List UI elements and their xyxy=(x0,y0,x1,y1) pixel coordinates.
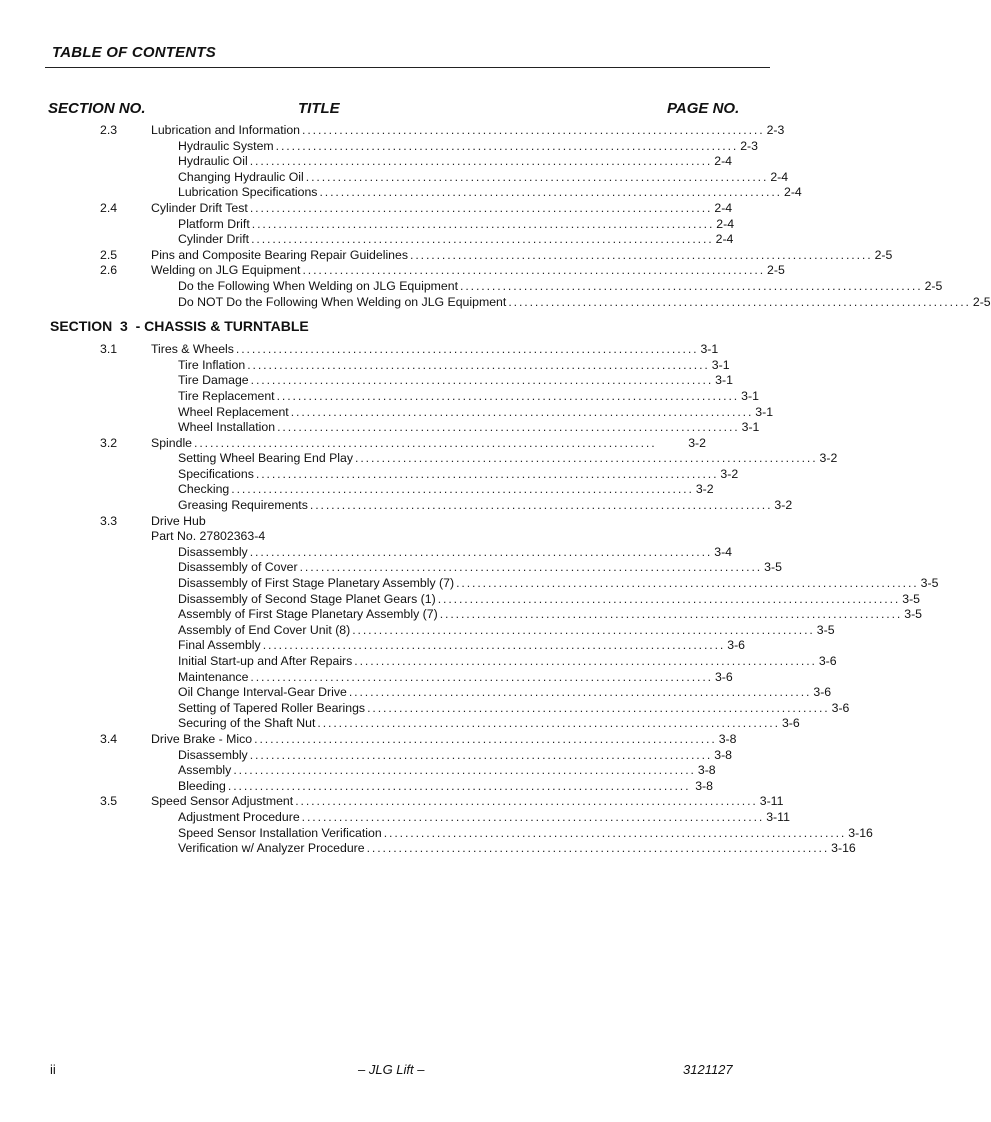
toc-entry-line xyxy=(151,342,719,358)
toc-entry-line xyxy=(178,294,991,311)
toc-entry-title: Assembly of End Cover Unit (8) xyxy=(178,622,351,637)
toc-entry-page: 3-6 xyxy=(831,700,850,715)
toc-entry-line xyxy=(178,373,733,389)
toc-entry-page: 3-8 xyxy=(697,763,716,778)
toc-entry-title: Setting of Tapered Roller Bearings xyxy=(178,700,366,715)
toc-entry-title: Spindle xyxy=(151,435,193,450)
toc-entry-title: Welding on JLG Equipment xyxy=(151,263,301,278)
toc-entry-title: Pins and Composite Bearing Repair Guidelines xyxy=(151,247,409,262)
toc-entry-line xyxy=(178,685,832,701)
toc-entry-page: 3-8 xyxy=(714,747,733,762)
toc-entry-page: 3-1 xyxy=(755,404,774,419)
toc-entry xyxy=(0,482,866,498)
toc-entry-line xyxy=(178,138,758,155)
toc-entry xyxy=(0,670,866,686)
toc-entry-title: Do NOT Do the Following When Welding on JLG Equipment xyxy=(178,294,507,309)
dot-leader: ....................................................................................... xyxy=(227,778,691,793)
toc-entry-line xyxy=(178,763,716,779)
dot-leader: ....................................................................................... xyxy=(456,576,919,591)
toc-entry-page: 3-6 xyxy=(781,716,800,731)
toc-entry-title: Changing Hydraulic Oil xyxy=(178,169,304,184)
toc-entry-line xyxy=(178,576,939,592)
toc-entry-page: 3-6 xyxy=(813,685,832,700)
footer-document-number: 3121127 xyxy=(683,1062,733,1077)
page-header-title: TABLE OF CONTENTS xyxy=(52,44,216,61)
toc-entry-page: 2-5 xyxy=(924,278,943,293)
toc-entry-page: 2-5 xyxy=(767,263,785,278)
dot-leader: ....................................................................................... xyxy=(508,294,971,309)
toc-entry xyxy=(0,623,866,639)
toc-entry-page: 3-16 xyxy=(831,841,856,856)
toc-entry-page: 3-5 xyxy=(764,560,782,575)
toc-entry-line xyxy=(178,654,837,670)
toc-entry-page: 2-5 xyxy=(874,247,893,262)
toc-entry-line xyxy=(178,591,921,608)
dot-leader: ....................................................................................... xyxy=(276,388,740,403)
toc-entry xyxy=(0,654,866,670)
toc-entry-line xyxy=(178,669,733,686)
dot-leader: ....................................................................................... xyxy=(249,747,713,762)
toc-entry-title: Assembly xyxy=(178,763,232,778)
toc-entry-title: Tire Inflation xyxy=(178,357,246,372)
dot-leader: ....................................................................................... xyxy=(250,373,714,388)
toc-entry-page: 2-3 xyxy=(766,123,785,137)
toc-entry-line xyxy=(178,466,739,483)
toc-entry-page: 3-1 xyxy=(741,420,760,435)
toc-entry xyxy=(0,763,866,779)
toc-entry-title: Checking xyxy=(178,482,230,497)
toc-entry xyxy=(0,217,866,233)
toc-entry-number: 3.2 xyxy=(100,435,118,450)
toc-entry-title: Part No. 27802363-4 xyxy=(151,529,266,544)
toc-entry-page: 2-4 xyxy=(714,200,733,215)
toc-entry xyxy=(0,451,866,467)
column-header-page: PAGE NO. xyxy=(667,100,740,117)
dot-leader: ....................................................................................... xyxy=(367,700,830,715)
toc-entry-number: 3.5 xyxy=(100,794,118,809)
toc-entry-title: Final Assembly xyxy=(178,638,261,653)
dot-leader: ....................................................................................... xyxy=(437,591,901,606)
toc-entry xyxy=(0,560,866,576)
toc-entry-line xyxy=(178,498,793,514)
dot-leader: ....................................................................................... xyxy=(383,825,847,840)
dot-leader: ....................................................................................... xyxy=(249,200,713,215)
dot-leader: ....................................................................................... xyxy=(302,123,765,137)
toc-entry xyxy=(0,810,866,826)
toc-entry-title: Speed Sensor Adjustment xyxy=(151,794,294,809)
toc-entry-title: Disassembly of Cover xyxy=(178,560,298,575)
footer-page-number: ii xyxy=(50,1062,56,1077)
toc-entry-number: 2.6 xyxy=(100,263,118,278)
toc-entry-page: 2-4 xyxy=(716,216,735,231)
column-header-section: SECTION NO. xyxy=(48,100,146,117)
dot-leader: ....................................................................................... xyxy=(250,669,713,684)
toc-entry-line xyxy=(151,436,706,452)
toc-entry-title: Disassembly xyxy=(178,747,248,762)
toc-entry-title: Disassembly of First Stage Planetary Assembly (7) xyxy=(178,576,455,591)
toc-entry xyxy=(0,170,866,186)
toc-entry-line xyxy=(151,514,206,530)
toc-group-section-2 xyxy=(0,123,991,310)
toc-entry-page: 3-8 xyxy=(718,731,737,746)
toc-entry-page: 3-6 xyxy=(714,669,733,684)
toc-entry-title: Tire Replacement xyxy=(178,388,275,403)
toc-entry-line xyxy=(151,529,265,545)
toc-entry xyxy=(0,716,866,732)
footer-publisher: – JLG Lift – xyxy=(358,1062,425,1077)
toc-entry-line xyxy=(178,154,733,170)
toc-entry xyxy=(0,358,866,374)
toc-entry-page: 3-5 xyxy=(904,607,923,622)
toc-entry-line xyxy=(151,731,737,748)
toc-entry-page: 2-4 xyxy=(715,232,734,247)
toc-entry-page: 3-11 xyxy=(766,809,790,824)
toc-entry-page: 3-6 xyxy=(818,654,837,668)
toc-entry-line xyxy=(178,779,713,795)
toc-entry xyxy=(0,232,866,248)
dot-leader: ....................................................................................... xyxy=(366,841,830,856)
dot-leader: ....................................................................................... xyxy=(299,560,763,575)
toc-entry xyxy=(0,841,866,857)
header-rule xyxy=(45,67,770,68)
toc-entry-title: Do the Following When Welding on JLG Equipment xyxy=(178,278,459,293)
toc-entry-page: 3-2 xyxy=(695,482,714,497)
toc-entry xyxy=(0,405,866,421)
toc-entry xyxy=(0,825,873,842)
dot-leader: ....................................................................................... xyxy=(319,185,782,200)
toc-entry xyxy=(0,732,866,748)
toc-entry xyxy=(0,591,921,608)
toc-entry xyxy=(0,529,866,545)
toc-entry-number: 2.3 xyxy=(100,123,118,137)
toc-entry-title: Maintenance xyxy=(178,669,249,684)
toc-entry-page: 2-4 xyxy=(784,185,802,200)
dot-leader: ....................................................................................... xyxy=(295,794,758,809)
toc-entry-title: Verification w/ Analyzer Procedure xyxy=(178,841,365,856)
toc-entry xyxy=(0,436,866,452)
dot-leader: ....................................................................................... xyxy=(235,342,699,357)
toc-entry-page: 2-3 xyxy=(740,138,758,153)
dot-leader: ....................................................................................... xyxy=(231,482,694,497)
toc-entry xyxy=(0,263,866,279)
toc-entry-title: Oil Change Interval-Gear Drive xyxy=(178,685,347,700)
toc-entry-page: 3-4 xyxy=(714,544,733,559)
toc-entry xyxy=(0,701,866,717)
toc-entry xyxy=(0,389,866,405)
toc-entry-line xyxy=(178,357,730,374)
dot-leader: ....................................................................................... xyxy=(251,232,714,247)
dot-leader: ....................................................................................... xyxy=(354,654,817,668)
dot-leader: ....................................................................................... xyxy=(460,278,923,293)
toc-entry-line xyxy=(178,544,733,561)
toc-group-section-3 xyxy=(0,342,939,857)
toc-entry-line xyxy=(178,451,838,467)
toc-entry-title: Disassembly xyxy=(178,544,248,559)
dot-leader: ....................................................................................... xyxy=(439,607,903,622)
toc-entry-title: Drive Hub xyxy=(151,513,206,528)
toc-entry-title: Wheel Replacement xyxy=(178,404,289,419)
toc-entry-line xyxy=(178,404,774,421)
toc-entry-line xyxy=(178,809,790,826)
toc-entry-number: 3.4 xyxy=(100,731,118,746)
toc-entry xyxy=(0,779,866,795)
toc-entry-title: Drive Brake - Mico xyxy=(151,731,253,746)
toc-entry-title: Disassembly of Second Stage Planet Gears (1) xyxy=(178,591,436,606)
dot-leader: ....................................................................................... xyxy=(249,544,713,559)
toc-entry-page: 3-5 xyxy=(816,622,835,637)
toc-entry-title: Platform Drift xyxy=(178,216,250,231)
toc-entry xyxy=(0,576,939,592)
toc-entry xyxy=(0,420,866,436)
toc-entry-line xyxy=(178,388,759,405)
toc-entry xyxy=(0,607,923,623)
dot-leader: ....................................................................................... xyxy=(317,716,780,731)
toc-entry xyxy=(0,247,893,264)
toc-entry-line xyxy=(178,841,856,857)
toc-entry-title: Speed Sensor Installation Verification xyxy=(178,825,382,840)
toc-entry xyxy=(0,685,866,701)
toc-entry xyxy=(0,748,866,764)
toc-entry-title: Hydraulic Oil xyxy=(178,154,248,169)
toc-entry-number: 3.1 xyxy=(100,342,118,357)
dot-leader: ....................................................................................... xyxy=(194,435,657,450)
toc-entry-page: 3-1 xyxy=(711,357,730,372)
toc-entry-line xyxy=(178,700,850,717)
toc-entry-line xyxy=(178,185,802,201)
dot-leader: ....................................................................................... xyxy=(249,154,713,169)
toc-entry-title: Cylinder Drift Test xyxy=(151,200,248,215)
toc-entry-title: Initial Start-up and After Repairs xyxy=(178,654,353,668)
dot-leader: ....................................................................................... xyxy=(352,622,815,637)
toc-entry-page: 3-8 xyxy=(695,778,713,793)
toc-entry-title: Wheel Installation xyxy=(178,420,276,435)
toc-entry-title: Adjustment Procedure xyxy=(178,809,300,824)
toc-entry xyxy=(0,514,866,530)
dot-leader: ....................................................................................... xyxy=(302,263,766,278)
section-3-heading xyxy=(0,310,866,342)
dot-leader: ....................................................................................... xyxy=(254,731,717,746)
dot-leader: ....................................................................................... xyxy=(262,638,726,653)
toc-entry-title: Assembly of First Stage Planetary Assembly (7) xyxy=(178,607,438,622)
toc-entry-page: 3-1 xyxy=(700,342,719,357)
toc-entry xyxy=(0,294,991,311)
column-header-title: TITLE xyxy=(298,100,340,117)
toc-entry-line xyxy=(178,607,923,623)
toc-entry-line xyxy=(178,278,943,295)
section-3-heading-text: SECTION 3 - CHASSIS & TURNTABLE xyxy=(50,318,309,335)
toc-entry-line xyxy=(178,232,734,248)
dot-leader: ....................................................................................... xyxy=(255,466,719,481)
toc-entry-line xyxy=(151,123,785,139)
toc-entry xyxy=(0,498,866,514)
dot-leader: ....................................................................................... xyxy=(348,685,812,700)
dot-leader: ....................................................................................... xyxy=(275,138,739,153)
toc-entry-line xyxy=(151,247,893,264)
toc-entry-number: 2.5 xyxy=(100,247,118,262)
toc-entry-page: 3-2 xyxy=(720,466,739,481)
toc-entry-title: Specifications xyxy=(178,466,254,481)
toc-entry xyxy=(0,373,866,389)
toc-entry xyxy=(0,278,943,295)
toc-entry xyxy=(0,638,866,654)
toc-entry-line xyxy=(178,825,873,842)
toc-entry-title: Lubrication Specifications xyxy=(178,185,318,200)
toc-entry-page: 3-5 xyxy=(920,576,939,591)
toc-entry xyxy=(0,201,866,217)
toc-entry-title: Lubrication and Information xyxy=(151,123,301,137)
toc-entry-title: Tire Damage xyxy=(178,373,249,388)
toc-entry xyxy=(0,154,866,170)
toc-entry xyxy=(0,467,866,483)
toc-entry-page: 3-1 xyxy=(715,373,733,388)
toc-entry-line xyxy=(178,638,746,654)
toc-entry-page: 2-5 xyxy=(972,294,991,309)
toc-entry-number: 2.4 xyxy=(100,200,118,215)
toc-entry-line xyxy=(178,716,800,732)
toc-entry-line xyxy=(178,622,835,639)
toc-entry-line xyxy=(178,420,760,436)
toc-entry-title: Cylinder Drift xyxy=(178,232,250,247)
table-of-contents xyxy=(0,123,991,857)
toc-entry-page: 3-2 xyxy=(819,451,838,466)
toc-entry-page: 3-11 xyxy=(759,794,784,809)
dot-leader: ....................................................................................... xyxy=(305,169,769,184)
toc-entry-line xyxy=(151,200,733,217)
toc-entry-title: Greasing Requirements xyxy=(178,498,308,513)
toc-entry-line xyxy=(178,169,789,186)
dot-leader: ....................................................................................... xyxy=(277,420,740,435)
toc-entry-line xyxy=(151,794,784,810)
toc-entry-page: 3-6 xyxy=(727,638,746,653)
toc-entry xyxy=(0,139,866,155)
dot-leader: ....................................................................................... xyxy=(301,809,765,824)
dot-leader: ....................................................................................... xyxy=(355,451,818,466)
toc-entry xyxy=(0,185,866,201)
dot-leader: ....................................................................................... xyxy=(251,216,715,231)
toc-entry-page: 3-2 xyxy=(774,498,793,513)
toc-entry-line xyxy=(178,747,733,764)
dot-leader: ....................................................................................... xyxy=(233,763,696,778)
toc-entry-title: Tires & Wheels xyxy=(151,342,234,357)
toc-entry-line xyxy=(178,216,735,233)
toc-entry xyxy=(0,545,866,561)
toc-entry xyxy=(0,794,866,810)
toc-entry xyxy=(0,123,866,139)
dot-leader: ....................................................................................... xyxy=(309,498,773,513)
toc-entry-number: 3.3 xyxy=(100,513,118,528)
toc-entry-title: Bleeding xyxy=(178,778,226,793)
dot-leader: ....................................................................................... xyxy=(410,247,873,262)
toc-entry-page: 3-1 xyxy=(741,388,759,403)
toc-entry-page: 2-4 xyxy=(770,169,789,184)
toc-entry-page: 2-4 xyxy=(714,154,733,169)
toc-entry-title: Hydraulic System xyxy=(178,138,274,153)
dot-leader: ....................................................................................... xyxy=(290,404,754,419)
dot-leader: ....................................................................................... xyxy=(247,357,710,372)
toc-entry-title: Securing of the Shaft Nut xyxy=(178,716,316,731)
toc-entry-page: 3-5 xyxy=(902,591,921,606)
toc-entry-page: 3-16 xyxy=(848,825,873,840)
toc-entry-line xyxy=(151,263,785,279)
toc-entry-page: 3-2 xyxy=(688,435,706,450)
toc-entry-title: Setting Wheel Bearing End Play xyxy=(178,451,353,466)
toc-entry xyxy=(0,342,866,358)
toc-entry-line xyxy=(178,560,782,576)
toc-entry-line xyxy=(178,482,713,498)
